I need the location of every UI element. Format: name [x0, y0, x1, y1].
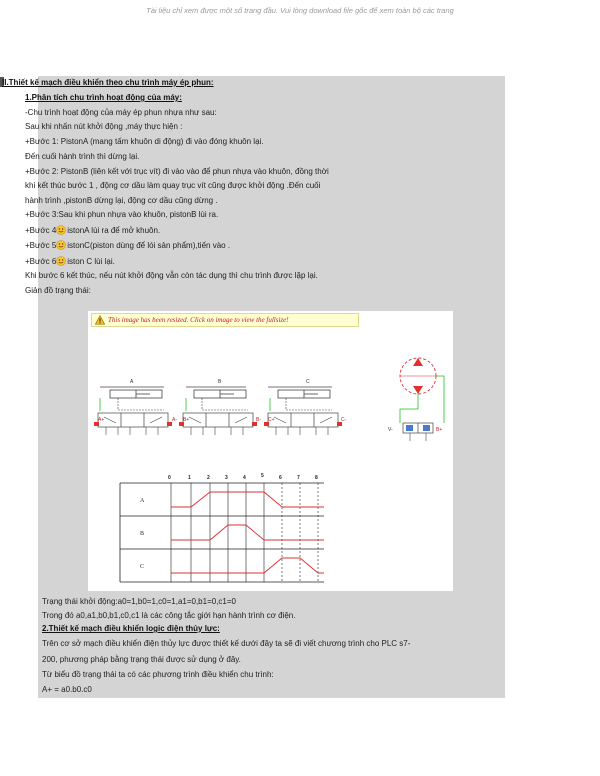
hydraulic-schematic — [88, 311, 453, 591]
cylinder-c-assembly — [264, 387, 342, 435]
row-label-c: C — [140, 564, 145, 570]
state-diagram-grid — [120, 483, 324, 582]
valve-label-c-minus: C- — [341, 417, 347, 423]
valve-label-a-minus: A- — [172, 417, 177, 423]
cycle-line-2: Sau khi nhấn nút khởi động ,máy thực hiện : — [25, 122, 183, 131]
state-diagram-figure[interactable] — [88, 311, 453, 591]
cycle-line-6: khi kết thúc bước 1 , động cơ dầu làm quay trục vít cũng được khởi động .Đến cuối — [25, 181, 321, 190]
smiley-icon — [56, 225, 66, 235]
motor-label-v-minus: V- — [388, 427, 393, 433]
step-3: 3 — [225, 475, 228, 481]
step-7: 7 — [297, 475, 300, 481]
step-4-suffix: istonA lùi ra để mở khuôn. — [67, 226, 161, 235]
step-5-prefix: +Bước 5 — [25, 241, 57, 250]
step-4: 4 — [243, 475, 246, 481]
step-6: 6 — [279, 475, 282, 481]
resize-banner-text: This image has been resized. Click on image to view the fullsize! — [108, 316, 289, 324]
repeat-line: Khi bước 6 kết thúc, nếu nút khởi động vẫn còn tác dụng thì chu trình được lặp lại. — [25, 271, 318, 280]
cylinder-label-b: B — [218, 379, 222, 385]
cycle-line-8: +Bước 3:Sau khi phun nhựa vào khuôn, pistonB lùi ra. — [25, 210, 219, 219]
step-0: 0 — [168, 475, 171, 481]
step-1: 1 — [188, 475, 191, 481]
trace-c — [171, 558, 324, 573]
step-8: 8 — [315, 475, 318, 481]
cycle-line-3: +Bước 1: PistonA (mang tấm khuôn di động) đi vào đóng khuôn lại. — [25, 137, 264, 146]
cylinder-label-c: C — [306, 379, 310, 385]
section1-title: 1.Phân tích chu trình hoạt động của máy: — [25, 93, 182, 102]
cycle-line-5: +Bước 2: PistonB (liên kết với trục vít) đi vào vào để phun nhựa vào khuôn, đồng thời — [25, 167, 329, 176]
motor-label-b-plus: B+ — [436, 427, 443, 433]
step-4-line — [25, 225, 160, 236]
main-heading: II.Thiết kế mạch điều khiển theo chu trình máy ép phun: — [2, 78, 214, 87]
smiley-icon — [56, 240, 66, 250]
step-6-suffix: iston C lùi lại. — [67, 257, 115, 266]
cylinder-a-assembly — [94, 387, 172, 435]
section2-line-2: 200, phương pháp bằng trạng thái được sử dụng ở đây. — [42, 655, 241, 664]
limit-switch-line: Trong đó a0,a1,b0,b1,c0,c1 là các công tắc giới hạn hành trình cơ điện. — [42, 611, 296, 620]
trace-a — [171, 492, 324, 507]
step-6-line — [25, 256, 115, 267]
cycle-line-1: -Chu trình hoạt động của máy ép phun nhựa như sau: — [25, 108, 217, 117]
step-5-line — [25, 240, 230, 251]
diagram-label: Giản đồ trạng thái: — [25, 286, 91, 295]
step-5-suffix: istonC(piston dùng để lói sản phẩm),tiến vào . — [67, 241, 231, 250]
row-label-a: A — [140, 498, 145, 504]
cycle-line-4: Đến cuối hành trình thì dừng lại. — [25, 152, 140, 161]
section2-title: 2.Thiết kế mạch điều khiển logic điện thủy lực: — [42, 624, 220, 633]
valve-label-b-minus: B- — [256, 417, 261, 423]
valve-label-c-plus: C+ — [268, 417, 275, 423]
cylinder-label-a: A — [130, 379, 134, 385]
step-5: 5 — [261, 473, 264, 479]
valve-label-b-plus: B+ — [183, 417, 190, 423]
step-4-prefix: +Bước 4 — [25, 226, 57, 235]
smiley-icon — [56, 256, 66, 266]
step-6-prefix: +Bước 6 — [25, 257, 57, 266]
cycle-line-7: hành trình ,pistonB dừng lại, động cơ dầu cũng dừng . — [25, 196, 218, 205]
cylinder-b-assembly — [179, 387, 257, 435]
equation-a-plus: A+ = a0.b0.c0 — [42, 685, 92, 694]
section2-line-3: Từ biểu đồ trạng thái ta có các phương trình điều khiển chu trình: — [42, 670, 274, 679]
step-2: 2 — [207, 475, 210, 481]
valve-label-a-plus: A+ — [98, 417, 105, 423]
row-label-b: B — [140, 531, 145, 537]
watermark-text: Tài liệu chỉ xem được một số trang đầu. Vui lòng download file gốc để xem toàn bộ các trang — [146, 6, 454, 15]
section2-line-1: Trên cơ sở mạch điều khiển điện thủy lực được thiết kế dưới đây ta sẽ đi viết chương trình cho PLC s7- — [42, 639, 411, 648]
startup-state-line: Trạng thái khởi động:a0=1,b0=1,c0=1,a1=0,b1=0,c1=0 — [42, 597, 236, 606]
trace-b — [171, 525, 324, 540]
